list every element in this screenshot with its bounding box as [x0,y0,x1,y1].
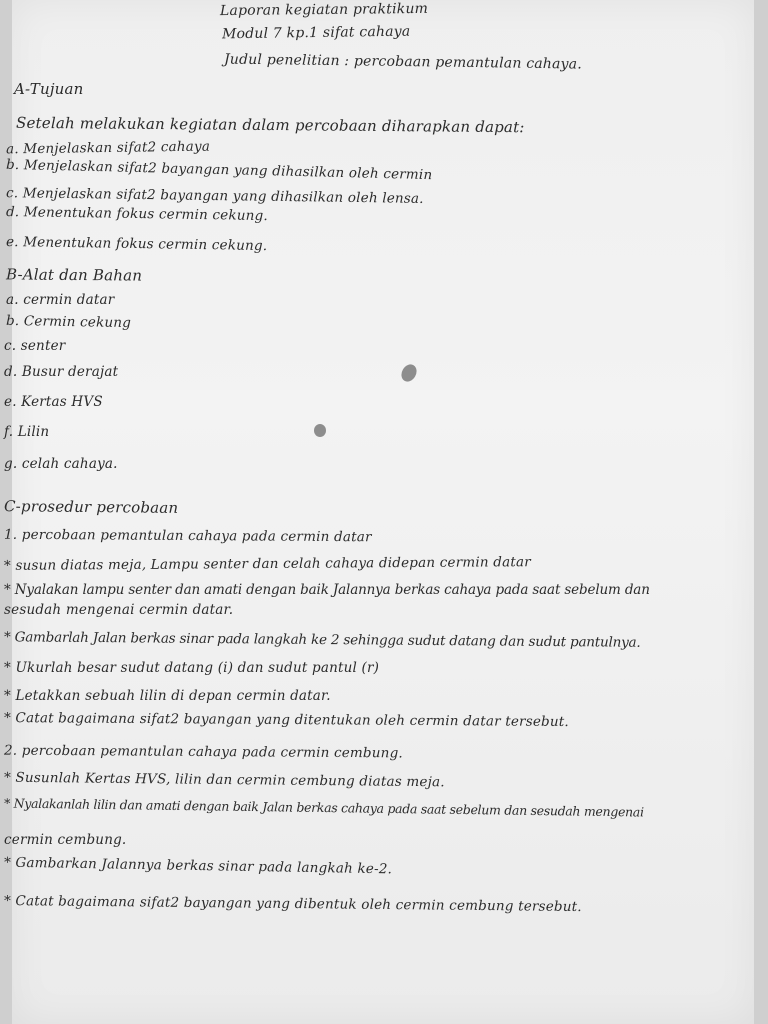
tujuan-item: c. Menjelaskan sifat2 bayangan yang dihasilkan oleh lensa. [5,185,424,207]
prosedur-line: * susun diatas meja, Lampu senter dan celah cahaya didepan cermin datar [3,554,531,574]
alat-item: e. Kertas HVS [4,394,103,410]
research-title: Judul penelitian : percobaan pemantulan cahaya. [223,51,583,73]
document-page [3,0,754,1024]
prosedur-line: * Letakkan sebuah lilin di depan cermin datar. [4,688,331,704]
ink-spot [314,424,326,437]
tujuan-item: e. Menentukan fokus cermin cekung. [5,233,268,255]
tujuan-item: b. Menjelaskan sifat2 bayangan yang dihasilkan oleh cermin [5,156,433,184]
alat-item: b. Cermin cekung [5,312,132,332]
prosedur-line: sesudah mengenai cermin datar. [4,602,234,618]
prosedur-line: cermin cembung. [4,832,127,848]
ink-spot [398,362,419,385]
prosedur-line: * Gambarlah Jalan berkas sinar pada langkah ke 2 sehingga sudut datang dan sudut pantulnya. [3,629,641,651]
prosedur-line: * Gambarkan Jalannya berkas sinar pada langkah ke-2. [3,854,393,878]
report-title: Laporan kegiatan praktikum [219,0,429,20]
module-title: Modul 7 kp.1 sifat cahaya [221,23,411,43]
tujuan-item: a. Menjelaskan sifat2 cahaya [5,138,211,158]
alat-item: f. Lilin [4,424,50,440]
section-heading-prosedur: C-prosedur percobaan [3,497,179,517]
tujuan-intro: Setelah melakukan kegiatan dalam percobaan diharapkan dapat: [15,113,525,137]
alat-item: c. senter [4,338,66,354]
section-heading-alat: B-Alat dan Bahan [5,265,143,285]
alat-item: d. Busur derajat [4,364,119,380]
prosedur-line: * Ukurlah besar sudut datang (i) dan sudut pantul (r) [4,660,380,676]
prosedur-line: * Nyalakanlah lilin dan amati dengan baik Jalan berkas cahaya pada saat sebelum dan sesudah mengenai [3,795,644,820]
prosedur-line: * Susunlah Kertas HVS, lilin dan cermin cembung diatas meja. [3,769,445,791]
section-heading-tujuan: A-Tujuan [14,80,84,98]
prosedur-line: * Catat bagaimana sifat2 bayangan yang dibentuk oleh cermin cembung tersebut. [3,892,582,916]
alat-item: a. cermin datar [6,292,115,308]
tujuan-item: d. Menentukan fokus cermin cekung. [5,203,269,225]
prosedur-line: 1. percobaan pemantulan cahaya pada cermin datar [3,526,372,546]
prosedur-line: * Nyalakan lampu senter dan amati dengan baik Jalannya berkas cahaya pada saat sebelum dan [4,582,650,598]
alat-item: g. celah cahaya. [4,456,118,472]
prosedur-line: * Catat bagaimana sifat2 bayangan yang ditentukan oleh cermin datar tersebut. [3,710,569,730]
prosedur-line: 2. percobaan pemantulan cahaya pada cermin cembung. [3,742,403,762]
